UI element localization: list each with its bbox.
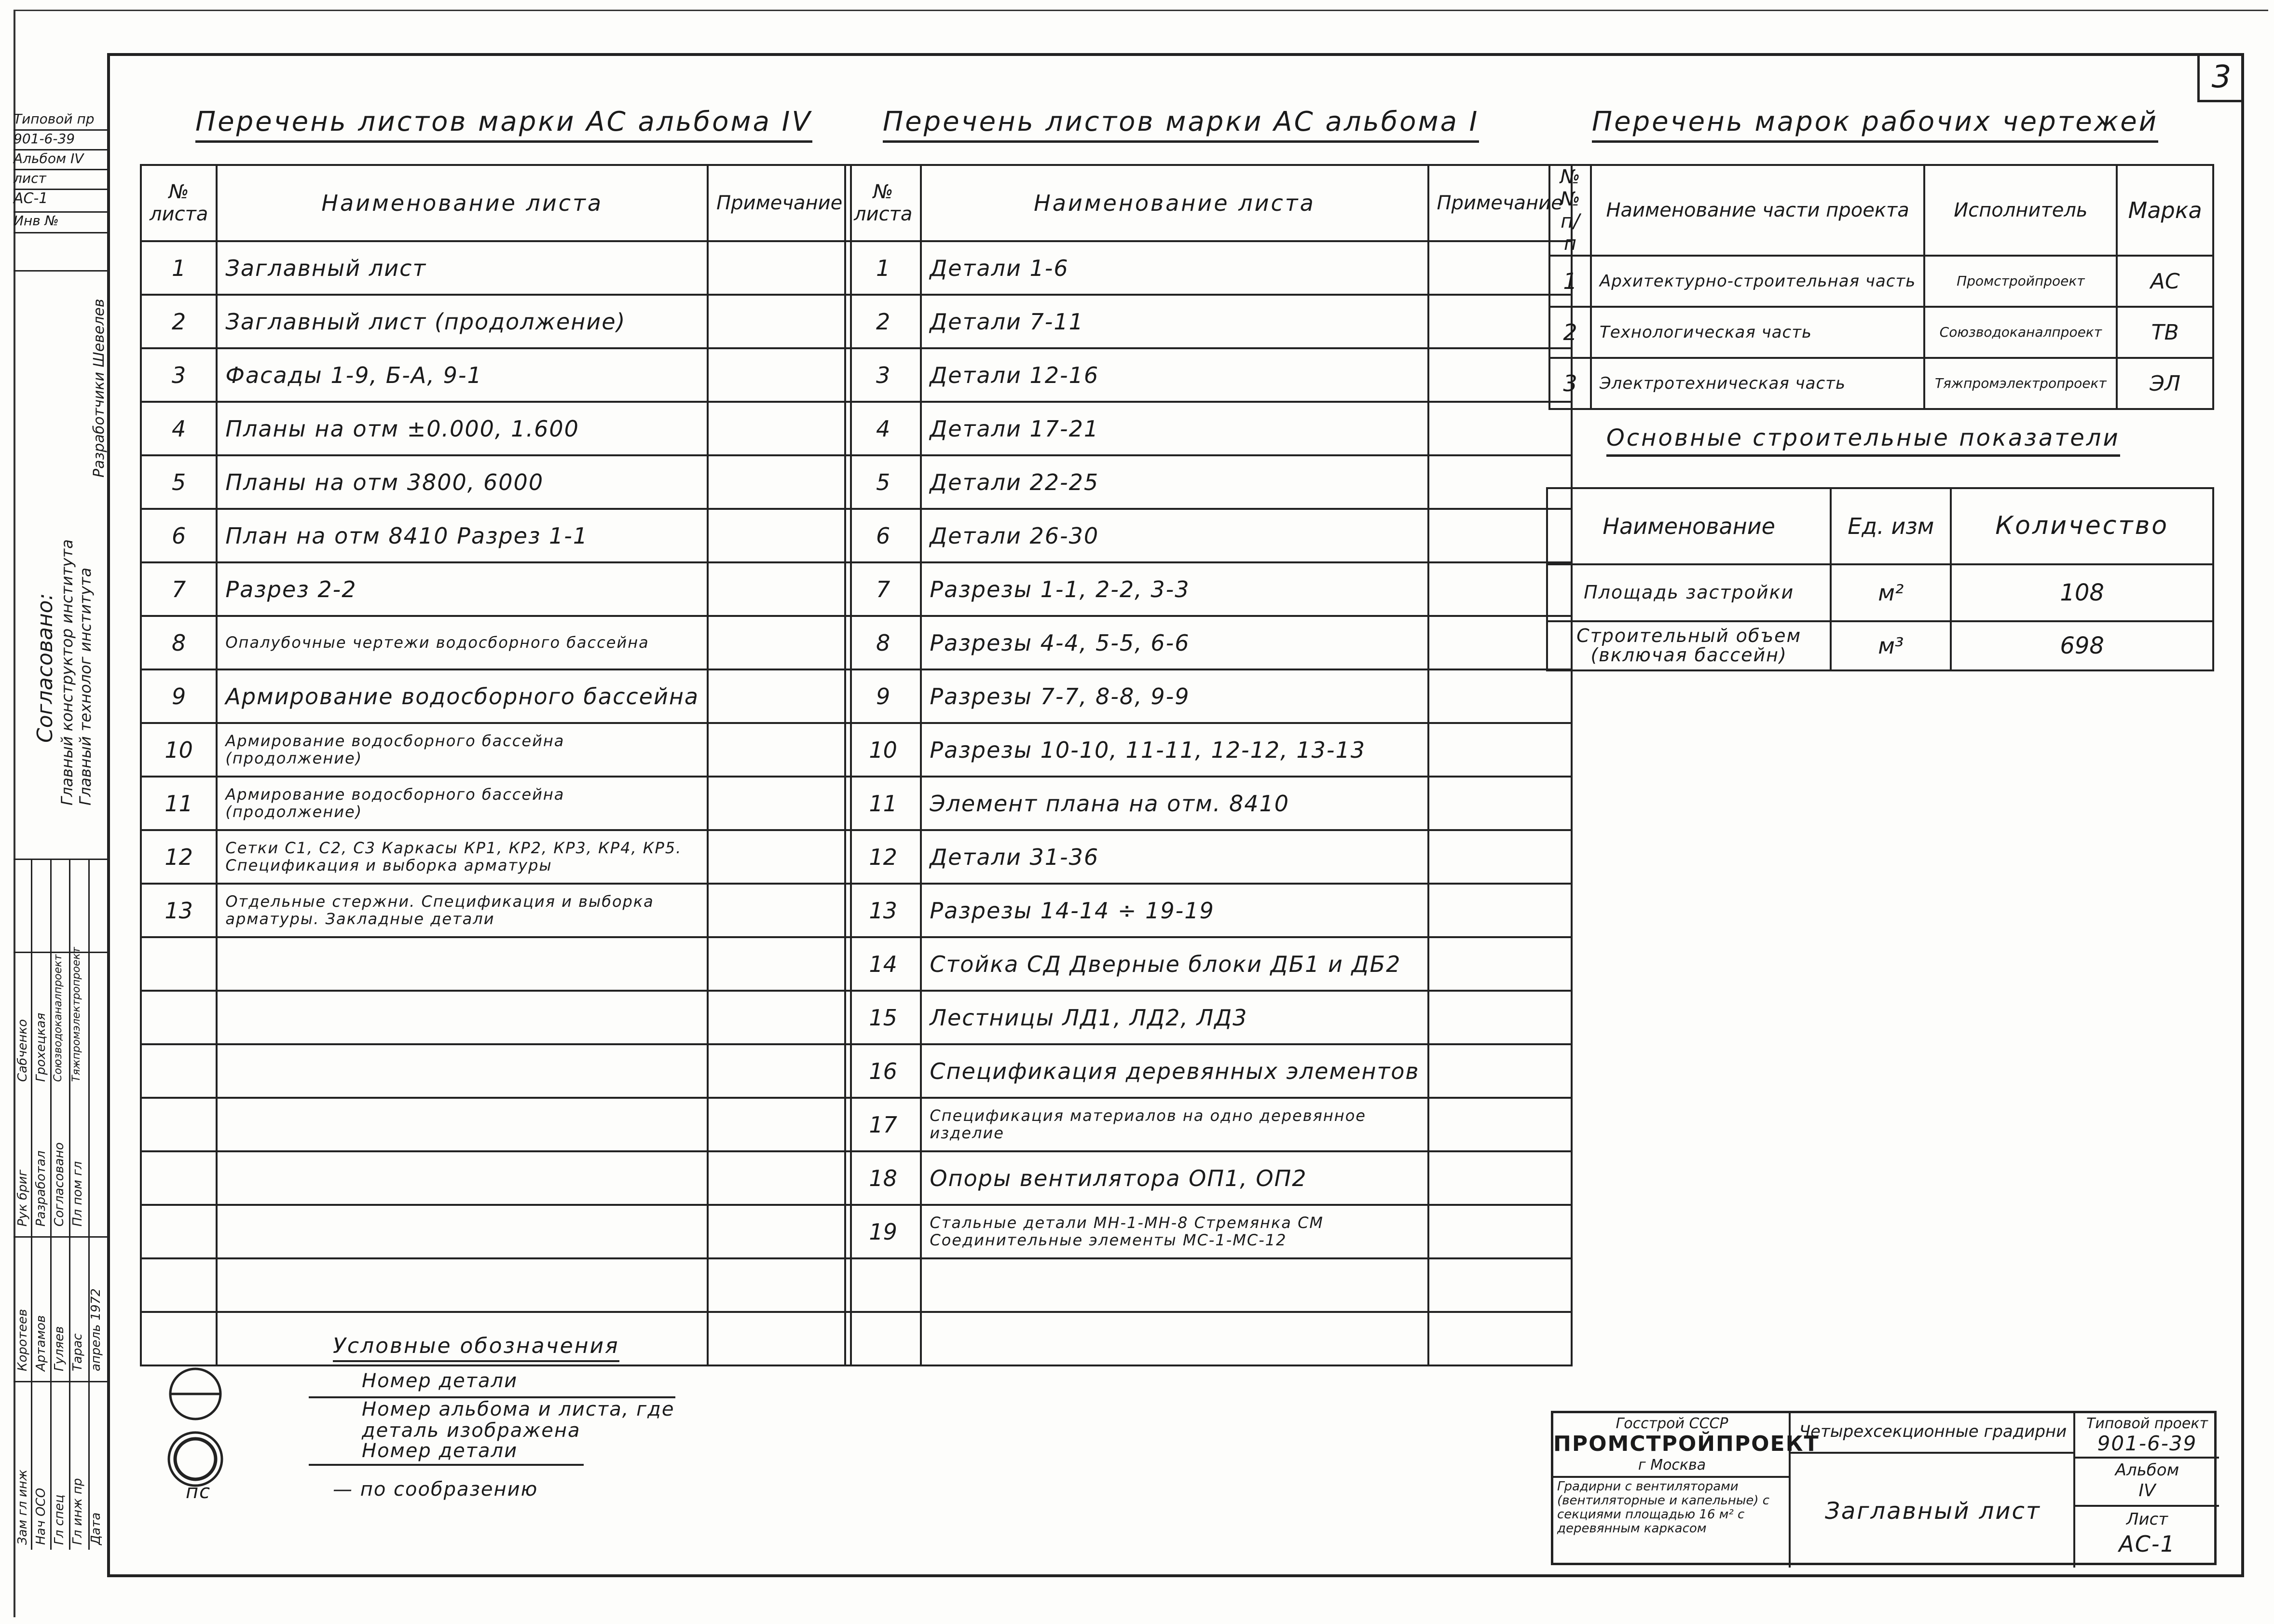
marks-row-mark: ЭЛ <box>2117 358 2213 409</box>
marks-header-no: №№ п/п <box>1549 165 1591 256</box>
indicators-row-name: Площадь застройки <box>1547 564 1831 621</box>
side-ref-block <box>14 111 107 232</box>
sheet-number: 3 <box>2197 54 2243 102</box>
marks-row-name: Архитектурно-строительная часть <box>1591 256 1924 307</box>
album-iv-row-note <box>708 723 851 777</box>
side-names: Разработчики Шевелев <box>91 299 108 478</box>
album-i-row <box>845 937 1572 991</box>
album-i-row-no: 3 <box>845 348 921 402</box>
indicators-row <box>1547 564 2213 621</box>
album-iv-row <box>141 723 851 777</box>
album-iv-row <box>141 1044 851 1098</box>
album-iv-row-name: Армирование водосборного бассейна (продолжение) <box>217 777 708 830</box>
album-iv-row <box>141 562 851 616</box>
marks-row-mark: АС <box>2117 256 2213 307</box>
album-i-row <box>845 884 1572 937</box>
album-iv-row-name <box>217 1258 708 1312</box>
album-iv-header-no: № листа <box>141 165 217 241</box>
side-row-4-role: Дата <box>89 1512 103 1545</box>
album-iv-row-note <box>708 1205 851 1258</box>
album-iv-row-name: Армирование водосборного бассейна (продолжение) <box>217 723 708 777</box>
album-i-row-name: Детали 26-30 <box>921 509 1428 562</box>
stamp-series-name: Четырехсекционные градирни <box>1799 1422 2067 1441</box>
album-iv-row-note <box>708 616 851 669</box>
album-iv-row-no <box>141 1205 217 1258</box>
album-iv-row-name <box>217 1044 708 1098</box>
album-i-row-name: Разрезы 7-7, 8-8, 9-9 <box>921 669 1428 723</box>
album-i-row-note <box>1428 1312 1572 1365</box>
album-iv-row-name: Разрез 2-2 <box>217 562 708 616</box>
album-iv-row <box>141 991 851 1044</box>
album-iv-row-note <box>708 937 851 991</box>
album-i-row-no: 1 <box>845 241 921 295</box>
side-row-2-role: Гл спец <box>52 1494 67 1545</box>
indicators-row-qty: 698 <box>1951 621 2213 670</box>
album-i-row-name: Элемент плана на отм. 8410 <box>921 777 1428 830</box>
album-i-row-name: Лестницы ЛД1, ЛД2, ЛД3 <box>921 991 1428 1044</box>
album-iv-row-note <box>708 241 851 295</box>
side-row-4-name: апрель 1972 <box>89 1288 103 1371</box>
album-iv-row-name: Планы на отм 3800, 6000 <box>217 455 708 509</box>
album-i-row-name: Детали 31-36 <box>921 830 1428 884</box>
album-i-row-note <box>1428 937 1572 991</box>
side-row2-2-role: Согласовано <box>52 1142 67 1227</box>
side-signature-table <box>14 859 107 1550</box>
album-iv-row-note <box>708 455 851 509</box>
marks-table <box>1548 164 2214 410</box>
album-i-row-name: Детали 12-16 <box>921 348 1428 402</box>
album-i-row <box>845 562 1572 616</box>
album-iv-row-note <box>708 402 851 455</box>
album-i-row-no: 18 <box>845 1151 921 1205</box>
album-i-row-name: Стальные детали МН-1-МН-8 Стремянка СМ Соединительные элементы МС-1-МС-12 <box>921 1205 1428 1258</box>
album-iv-row-name: Заглавный лист <box>217 241 708 295</box>
album-i-row-note <box>1428 1151 1572 1205</box>
side-ref-5: Инв № <box>14 213 107 233</box>
stamp-city: г Москва <box>1638 1457 1706 1474</box>
legend-item-2: Номер альбома и листа, где деталь изображена <box>362 1398 675 1442</box>
album-i-row <box>845 509 1572 562</box>
stamp-sheet-code: АС-1 <box>2119 1531 2176 1557</box>
album-i-row-name <box>921 1258 1428 1312</box>
album-i-row-no: 7 <box>845 562 921 616</box>
album-iv-row <box>141 777 851 830</box>
album-iv-row <box>141 1205 851 1258</box>
album-i-row <box>845 348 1572 402</box>
album-i-row-name: Детали 7-11 <box>921 295 1428 348</box>
album-i-row-no: 16 <box>845 1044 921 1098</box>
album-iv-row-no <box>141 1312 217 1365</box>
album-i-row-note <box>1428 1044 1572 1098</box>
album-iv-row-note <box>708 1151 851 1205</box>
album-i-row-name: Опоры вентилятора ОП1, ОП2 <box>921 1151 1428 1205</box>
album-iv-row <box>141 1098 851 1151</box>
side-agreed: Согласовано: <box>33 593 57 743</box>
album-iv-row-name: Отдельные стержни. Спецификация и выборка арматуры. Закладные детали <box>217 884 708 937</box>
indicators-row-qty: 108 <box>1951 564 2213 621</box>
album-i-row-name: Разрезы 14-14 ÷ 19-19 <box>921 884 1428 937</box>
album-i-row-note <box>1428 1258 1572 1312</box>
album-i-row-name: Спецификация деревянных элементов <box>921 1044 1428 1098</box>
stamp-project-label: Типовой проект <box>2086 1415 2208 1432</box>
album-iv-row-name <box>217 1098 708 1151</box>
album-iv-row-name: План на отм 8410 Разрез 1-1 <box>217 509 708 562</box>
side-row2-1-role: Разработал <box>34 1150 48 1227</box>
marks-header-mark: Марка <box>2117 165 2213 256</box>
album-iv-row-name: Сетки С1, С2, С3 Каркасы КР1, КР2, КР3, КР4, КР5. Спецификация и выборка арматуры <box>217 830 708 884</box>
album-i-row-note <box>1428 991 1572 1044</box>
album-i-row-note <box>1428 723 1572 777</box>
stamp-org2: ПРОМСТРОЙПРОЕКТ <box>1553 1432 1820 1456</box>
album-i-row-no: 5 <box>845 455 921 509</box>
side-row-0-role: Зам гл инж <box>15 1469 30 1545</box>
album-i-row <box>845 991 1572 1044</box>
album-i-row <box>845 723 1572 777</box>
album-iv-row <box>141 295 851 348</box>
title-stamp <box>1551 1411 2217 1565</box>
album-i-row-no: 14 <box>845 937 921 991</box>
album-i-row-no: 15 <box>845 991 921 1044</box>
album-i-row-no: 12 <box>845 830 921 884</box>
side-row-1-name: Артамов <box>34 1315 48 1371</box>
marks-row <box>1549 358 2213 409</box>
album-i-row-name <box>921 1312 1428 1365</box>
stamp-sheet-title: Заглавный лист <box>1825 1498 2041 1525</box>
album-iv-row-name: Фасады 1-9, Б-А, 9-1 <box>217 348 708 402</box>
legend-pc: пс <box>186 1481 211 1503</box>
stamp-desc: Градирни с вентиляторами (вентиляторные и капельные) с секциями площадью 16 м² с деревянным каркасом <box>1557 1479 1770 1536</box>
album-iv-row-note <box>708 295 851 348</box>
album-i-row-name: Детали 1-6 <box>921 241 1428 295</box>
album-i-row-note <box>1428 669 1572 723</box>
side-agreed-2: Главный технолог института <box>76 567 95 805</box>
album-iv-row-no: 12 <box>141 830 217 884</box>
side-row2-2-name: Союзводоканалпроект <box>52 954 64 1082</box>
album-i-row-name: Спецификация материалов на одно деревянное изделие <box>921 1098 1428 1151</box>
album-iv-row-no: 3 <box>141 348 217 402</box>
album-iv-table <box>140 164 852 1366</box>
album-iv-row-no: 11 <box>141 777 217 830</box>
stamp-org1: Госстрой СССР <box>1616 1415 1728 1432</box>
album-i-row <box>845 455 1572 509</box>
side-row2-3-role: Пл пом гл <box>70 1161 85 1227</box>
album-iv-row <box>141 884 851 937</box>
album-i-row-no <box>845 1312 921 1365</box>
album-iv-row-name: Планы на отм ±0.000, 1.600 <box>217 402 708 455</box>
indicators-header-unit: Ед. изм <box>1831 488 1951 564</box>
album-i-header-note: Примечание <box>1428 165 1572 241</box>
marks-row-name: Технологическая часть <box>1591 307 1924 358</box>
album-i-row-note <box>1428 1205 1572 1258</box>
album-iv-row-note <box>708 348 851 402</box>
album-iv-row-name: Армирование водосборного бассейна <box>217 669 708 723</box>
album-iv-row-note <box>708 884 851 937</box>
legend-title: Условные обозначения <box>333 1334 619 1362</box>
album-i-row-no: 10 <box>845 723 921 777</box>
album-i-title: Перечень листов марки АС альбома I <box>883 106 1479 143</box>
album-i-row <box>845 1258 1572 1312</box>
side-strip <box>14 111 107 1548</box>
album-iv-row-note <box>708 1312 851 1365</box>
album-i-row-name: Разрезы 10-10, 11-11, 12-12, 13-13 <box>921 723 1428 777</box>
album-iv-row-no: 6 <box>141 509 217 562</box>
album-iv-row <box>141 241 851 295</box>
legend-item-4: — по сообразению <box>333 1478 538 1501</box>
album-i-row <box>845 1151 1572 1205</box>
album-i-row-no: 19 <box>845 1205 921 1258</box>
stamp-sheet-label: Лист <box>2126 1510 2168 1529</box>
marks-row-no: 2 <box>1549 307 1591 358</box>
album-iv-row <box>141 669 851 723</box>
album-iv-row-note <box>708 1258 851 1312</box>
album-iv-row-note <box>708 991 851 1044</box>
indicators-title: Основные строительные показатели <box>1606 424 2120 457</box>
album-iv-row <box>141 937 851 991</box>
album-i-row-no: 9 <box>845 669 921 723</box>
indicators-table <box>1546 487 2214 671</box>
side-row2-3-name: Тяжпромэлектропроект <box>70 947 82 1082</box>
album-iv-row-no <box>141 1044 217 1098</box>
stamp-album-label: Альбом <box>2115 1460 2179 1480</box>
indicators-row <box>1547 621 2213 670</box>
album-iv-row-no <box>141 1098 217 1151</box>
side-ref-2: Альбом IV <box>14 150 107 170</box>
album-i-row <box>845 830 1572 884</box>
side-row2-1-name: Грохецкая <box>34 1012 48 1082</box>
side-ref-0: Типовой пр <box>14 111 107 131</box>
album-i-row-no <box>845 1258 921 1312</box>
indicators-header-qty: Количество <box>1951 488 2213 564</box>
side-ref-4: АС-1 <box>14 190 107 213</box>
album-iv-row-name: Опалубочные чертежи водосборного бассейна <box>217 616 708 669</box>
album-iv-row-no <box>141 937 217 991</box>
album-iv-row-no: 5 <box>141 455 217 509</box>
album-i-header-no: № листа <box>845 165 921 241</box>
album-iv-row-note <box>708 1044 851 1098</box>
indicators-row-unit: м³ <box>1831 621 1951 670</box>
album-iv-header-name: Наименование листа <box>217 165 708 241</box>
marks-row-name: Электротехническая часть <box>1591 358 1924 409</box>
marks-header-exec: Исполнитель <box>1924 165 2117 256</box>
album-i-row <box>845 669 1572 723</box>
album-iv-row-no: 7 <box>141 562 217 616</box>
album-i-row <box>845 1044 1572 1098</box>
album-i-row <box>845 402 1572 455</box>
album-i-row-name: Стойка СД Дверные блоки ДБ1 и ДБ2 <box>921 937 1428 991</box>
marks-row-mark: ТВ <box>2117 307 2213 358</box>
album-iv-row-note <box>708 669 851 723</box>
side-agreed-1: Главный конструктор института <box>58 539 76 805</box>
album-i-row-no: 6 <box>845 509 921 562</box>
album-i-row <box>845 1312 1572 1365</box>
album-iv-row <box>141 348 851 402</box>
marks-row-exec: Тяжпромэлектропроект <box>1924 358 2117 409</box>
marks-row-no: 3 <box>1549 358 1591 409</box>
album-iv-row-no: 9 <box>141 669 217 723</box>
album-i-row-note <box>1428 777 1572 830</box>
album-i-row-no: 11 <box>845 777 921 830</box>
album-iv-row-no: 10 <box>141 723 217 777</box>
marks-header-name: Наименование части проекта <box>1591 165 1924 256</box>
album-iv-row-no: 4 <box>141 402 217 455</box>
album-i-row <box>845 777 1572 830</box>
album-i-row-no: 4 <box>845 402 921 455</box>
side-ref-3: лист <box>14 170 107 190</box>
indicators-row-name: Строительный объем (включая бассейн) <box>1547 621 1831 670</box>
album-iv-row-note <box>708 777 851 830</box>
side-row-0-name: Коротеев <box>15 1309 30 1371</box>
album-iv-row-note <box>708 1098 851 1151</box>
album-i-row-no: 2 <box>845 295 921 348</box>
marks-row-no: 1 <box>1549 256 1591 307</box>
album-i-row <box>845 1205 1572 1258</box>
album-i-row-name: Детали 17-21 <box>921 402 1428 455</box>
side-row-2-name: Гуляев <box>52 1326 67 1371</box>
album-i-row-note <box>1428 1098 1572 1151</box>
album-iv-row-name <box>217 1205 708 1258</box>
album-i-row-note <box>1428 884 1572 937</box>
album-iv-row <box>141 402 851 455</box>
album-iv-row <box>141 509 851 562</box>
indicators-header-name: Наименование <box>1547 488 1831 564</box>
album-iv-row-no: 8 <box>141 616 217 669</box>
album-iv-row-name: Заглавный лист (продолжение) <box>217 295 708 348</box>
album-iv-row <box>141 1258 851 1312</box>
album-iv-row-name <box>217 937 708 991</box>
album-iv-row-note <box>708 830 851 884</box>
album-i-row-name: Разрезы 1-1, 2-2, 3-3 <box>921 562 1428 616</box>
album-i-row-name: Детали 22-25 <box>921 455 1428 509</box>
album-iv-header-note: Примечание <box>708 165 851 241</box>
album-iv-row-no <box>141 1258 217 1312</box>
album-iv-row-note <box>708 509 851 562</box>
album-i-row <box>845 1098 1572 1151</box>
album-i-row-name: Разрезы 4-4, 5-5, 6-6 <box>921 616 1428 669</box>
album-iv-row-name <box>217 1151 708 1205</box>
album-i-table <box>844 164 1573 1366</box>
album-iv-row-no <box>141 991 217 1044</box>
album-iv-row-no <box>141 1151 217 1205</box>
album-iv-row <box>141 830 851 884</box>
album-iv-row-no: 1 <box>141 241 217 295</box>
album-i-row-no: 17 <box>845 1098 921 1151</box>
stamp-album-no: IV <box>2138 1481 2156 1501</box>
indicators-row-unit: м² <box>1831 564 1951 621</box>
double-circle-icon <box>169 1433 222 1486</box>
album-iv-row-note <box>708 562 851 616</box>
marks-row <box>1549 307 2213 358</box>
album-iv-row <box>141 616 851 669</box>
detail-circle-icon <box>170 1369 220 1419</box>
side-row-3-name: Тарас <box>70 1333 85 1371</box>
album-i-row-no: 13 <box>845 884 921 937</box>
album-iv-row <box>141 455 851 509</box>
side-ref-1: 901-6-39 <box>14 131 107 150</box>
stamp-project-no: 901-6-39 <box>2097 1432 2197 1455</box>
side-row-3-role: Гл инж пр <box>70 1478 85 1545</box>
marks-row <box>1549 256 2213 307</box>
legend-item-3: Номер детали <box>362 1440 518 1462</box>
album-i-row <box>845 616 1572 669</box>
marks-row-exec: Промстройпроект <box>1924 256 2117 307</box>
album-iv-row-no: 13 <box>141 884 217 937</box>
side-row-1-role: Нач ОСО <box>34 1488 48 1545</box>
album-i-row-no: 8 <box>845 616 921 669</box>
album-iv-row-no: 2 <box>141 295 217 348</box>
marks-row-exec: Союзводоканалпроект <box>1924 307 2117 358</box>
album-i-row-note <box>1428 830 1572 884</box>
side-row2-0-role: Рук бриг <box>15 1169 30 1227</box>
legend-item-1: Номер детали <box>362 1370 518 1392</box>
album-i-header-name: Наименование листа <box>921 165 1428 241</box>
marks-title: Перечень марок рабочих чертежей <box>1592 106 2158 143</box>
album-iv-row-name <box>217 991 708 1044</box>
album-i-row <box>845 241 1572 295</box>
album-iv-title: Перечень листов марки АС альбома IV <box>195 106 812 143</box>
side-row2-0-name: Сабченко <box>15 1019 30 1082</box>
album-iv-row <box>141 1151 851 1205</box>
album-i-row <box>845 295 1572 348</box>
